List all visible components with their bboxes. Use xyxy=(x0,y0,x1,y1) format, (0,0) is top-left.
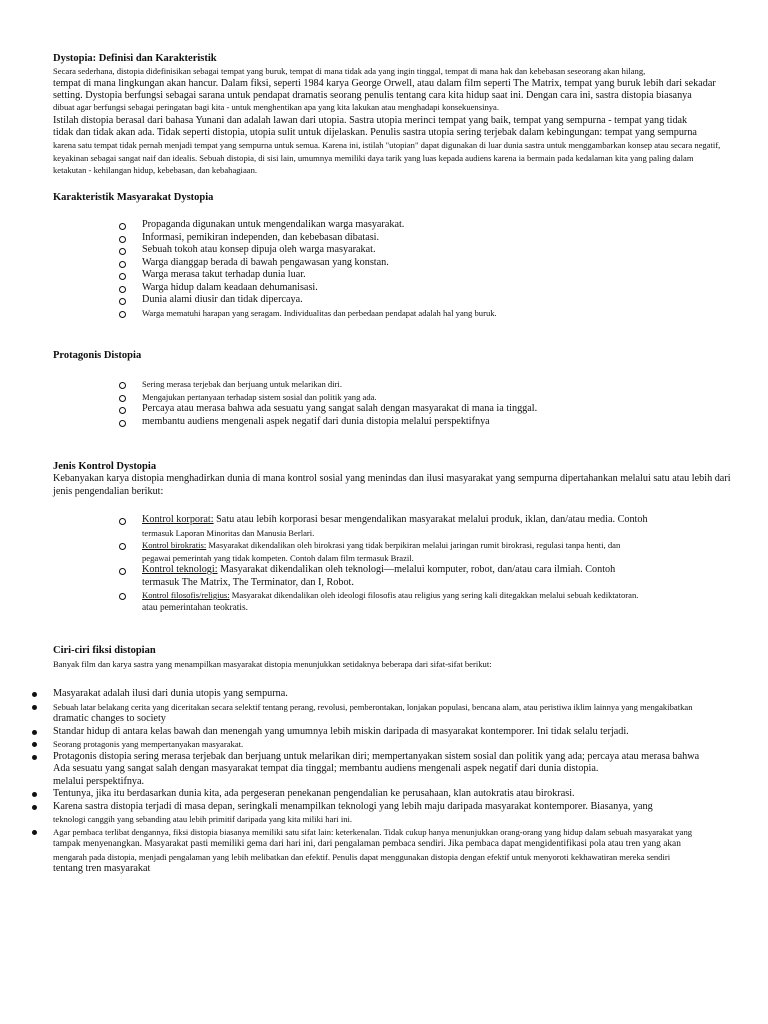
list-item xyxy=(30,701,699,726)
term-label: Kontrol korporat: xyxy=(142,514,214,525)
list-item xyxy=(30,801,699,826)
list-item xyxy=(30,788,699,801)
paragraph-line: ketakutan - kehilangan hidup, kebebasan, dan kebahagiaan. xyxy=(53,165,258,175)
list-item xyxy=(116,564,648,589)
item-line: tentang tren masyarakat xyxy=(53,863,151,874)
kontrol-list xyxy=(116,514,648,614)
item-line: Karena sastra distopia terjadi di masa depan, seringkali menampilkan teknologi yang lebih maju daripada masyarakat kontemporer. Biasanya, yang xyxy=(53,800,653,812)
list-item: Sebuah tokoh atau konsep dipuja oleh warga masyarakat. xyxy=(116,244,497,257)
term-label: Kontrol birokratis: xyxy=(142,540,207,550)
item-line: Ada sesuatu yang sangat salah dengan masyarakat tempat dia tinggal; membantu audiens mengenali aspek negatif dari dunia distopia. xyxy=(53,763,599,774)
item-line: Sebuah latar belakang cerita yang diceritakan secara selektif tentang perang, revolusi, pemberontakan, lonjakan populasi, bencana alam, atau peristiwa iklim lainnya yang mengakibatkan xyxy=(53,701,693,712)
term-continuation: termasuk Laporan Minoritas dan Manusia Berlari. xyxy=(142,527,315,538)
heading-kontrol: Jenis Kontrol Dystopia xyxy=(53,461,157,472)
heading-ciri: Ciri-ciri fiksi distopian xyxy=(53,645,156,656)
paragraph-line: Banyak film dan karya sastra yang menampilkan masyarakat distopia menunjukkan setidaknya beberapa dari sifat-sifat berikut: xyxy=(53,659,492,669)
term-continuation: pegawai pemerintah yang tidak kompeten. Contoh dalam film termasuk Brazil. xyxy=(142,552,414,563)
list-item: Warga merasa takut terhadap dunia luar. xyxy=(116,269,497,282)
term-continuation: termasuk The Matrix, The Terminator, dan I, Robot. xyxy=(142,576,354,588)
list-item: Percaya atau merasa bahwa ada sesuatu yang sangat salah dengan masyarakat di mana ia tinggal. xyxy=(116,403,537,416)
paragraph-line: setting. Dystopia berfungsi sebagai sarana untuk pendapat dramatis seorang penulis tentang cara kita hidup saat ini. Dengan cara ini, sastra distopia biasanya xyxy=(53,90,692,101)
list-item xyxy=(30,738,699,751)
paragraph-line: keyakinan sebagai sangat naif dan idealis. Sebuah distopia, di sisi lain, umumnya memiliki daya tarik yang luas kepada audiens karena ia bermain pada kedalaman kita yang paling dalam xyxy=(53,153,694,163)
heading-definisi: Dystopia: Definisi dan Karakteristik xyxy=(53,53,217,64)
item-line: tampak menyenangkan. Masyarakat pasti memiliki gema dari hari ini, dari pengalaman pembaca sendiri. Jika pembaca dapat mengidentifikasi pola atau tren yang akan xyxy=(53,839,681,849)
item-line: Masyarakat adalah ilusi dari dunia utopis yang sempurna. xyxy=(53,688,288,699)
item-line: melalui perspektifnya. xyxy=(53,775,145,787)
list-item xyxy=(30,726,699,739)
term-text: Masyarakat dikendalikan oleh ideologi filosofis atau religius yang sering kali ditegakkan melalui sebuah kediktatoran. xyxy=(229,590,639,600)
list-item: Mengajukan pertanyaan terhadap sistem sosial dan politik yang ada. xyxy=(116,391,537,404)
term-continuation: atau pemerintahan teokratis. xyxy=(142,602,248,613)
list-item: Sering merasa terjebak dan berjuang untuk melarikan diri. xyxy=(116,378,537,391)
item-line: Standar hidup di antara kelas bawah dan menengah yang umumnya lebih miskin daripada di masyarakat kontemporer. Ini tidak selalu terjadi. xyxy=(53,725,629,737)
list-item: Dunia alami diusir dan tidak dipercaya. xyxy=(116,294,497,307)
paragraph-line: tidak dan tidak akan ada. Tidak seperti distopia, utopia sulit untuk dijelaskan. Penulis sastra utopia sering terjebak dalam kebingungan: tempat yang sempurna xyxy=(53,127,697,138)
item-line: mengarah pada distopia, menjadi pengalaman yang lebih melibatkan dan efektif. Penulis dapat menggunakan distopia dengan efektif untuk menyoroti kekhawatiran mereka sendiri xyxy=(53,851,671,862)
paragraph-line: Istilah distopia berasal dari bahasa Yunani dan adalah lawan dari utopia. Sastra utopia merinci tempat yang baik, tempat yang sempurna - tempat yang tidak xyxy=(53,115,688,126)
paragraph-line: jenis pengendalian berikut: xyxy=(53,486,164,497)
list-item xyxy=(30,826,699,876)
term-text: Satu atau lebih korporasi besar mengendalikan masyarakat melalui produk, iklan, dan/atau media. Contoh xyxy=(213,514,648,525)
paragraph-line: dibuat agar berfungsi sebagai peringatan bagi kita - untuk menghentikan apa yang kita lakukan atau menghadapi konsekuensinya. xyxy=(53,102,500,112)
list-item: Warga hidup dalam keadaan dehumanisasi. xyxy=(116,282,497,295)
item-line: Seorang protagonis yang mempertanyakan masyarakat. xyxy=(53,739,244,749)
list-item: membantu audiens mengenali aspek negatif dari dunia distopia melalui perspektifnya xyxy=(116,416,537,429)
list-item: Warga dianggap berada di bawah pengawasan yang konstan. xyxy=(116,257,497,270)
paragraph-line: tempat di mana lingkungan akan hancur. Dalam fiksi, seperti 1984 karya George Orwell, atau dalam film seperti The Matrix, tempat yang buruk lebih dari sekadar xyxy=(53,78,716,89)
list-item: Informasi, pemikiran independen, dan kebebasan dibatasi. xyxy=(116,232,497,245)
item-line: dramatic changes to society xyxy=(53,713,166,724)
item-line: teknologi canggih yang sebanding atau lebih primitif daripada yang kita miliki hari ini. xyxy=(53,814,353,824)
item-line: Agar pembaca terlibat dengannya, fiksi distopia biasanya memiliki satu sifat lain: keterkenalan. Tidak cukup hanya menunjukkan orang-orang yang hidup dalam sebuah masyarakat yang xyxy=(53,826,693,837)
list-item xyxy=(30,751,699,789)
ciri-list xyxy=(30,688,699,876)
item-line: Tentunya, jika itu berdasarkan dunia kita, ada pergeseran penekanan pengendalian ke perusahaan, klan autokratis atau birokrasi. xyxy=(53,788,575,799)
list-item xyxy=(116,589,648,614)
list-item xyxy=(116,514,648,539)
protagonis-list xyxy=(116,378,537,428)
list-item xyxy=(30,688,699,701)
heading-karakteristik: Karakteristik Masyarakat Dystopia xyxy=(53,192,214,203)
list-item: Warga mematuhi harapan yang seragam. Individualitas dan perbedaan pendapat adalah hal yang buruk. xyxy=(116,307,497,320)
term-text: Masyarakat dikendalikan oleh teknologi—melalui komputer, robot, dan/atau cara ilmiah. Contoh xyxy=(217,564,616,575)
list-item xyxy=(116,539,648,564)
item-line: Protagonis distopia sering merasa terjebak dan berjuang untuk melarikan diri; mempertanyakan sistem sosial dan politik yang ada; percaya atau merasa bahwa xyxy=(53,750,700,762)
paragraph-line: Secara sederhana, distopia didefinisikan sebagai tempat yang buruk, tempat di mana tidak ada yang ingin tinggal, tempat di mana hak dan kebebasan seseorang akan hilang, xyxy=(53,66,646,76)
karakteristik-list xyxy=(116,219,497,319)
term-label: Kontrol filosofis/religius: xyxy=(142,590,230,600)
paragraph-line: Kebanyakan karya distopia menghadirkan dunia di mana kontrol sosial yang menindas dan ilusi masyarakat yang sempurna dipertahankan melalui satu atau lebih dari xyxy=(53,473,731,484)
term-text: Masyarakat dikendalikan oleh birokrasi yang tidak berpikiran melalui jaringan rumit birokrasi, regulasi tanpa henti, dan xyxy=(206,540,621,550)
heading-protagonis: Protagonis Distopia xyxy=(53,350,142,361)
term-label: Kontrol teknologi: xyxy=(142,564,218,575)
paragraph-line: karena satu tempat tidak pernah menjadi tempat yang sempurna untuk semua. Karena ini, istilah "utopian" dapat digunakan di luar dunia sastra untuk menggambarkan konsep atau secara negatif, xyxy=(53,140,721,150)
list-item: Propaganda digunakan untuk mengendalikan warga masyarakat. xyxy=(116,219,497,232)
